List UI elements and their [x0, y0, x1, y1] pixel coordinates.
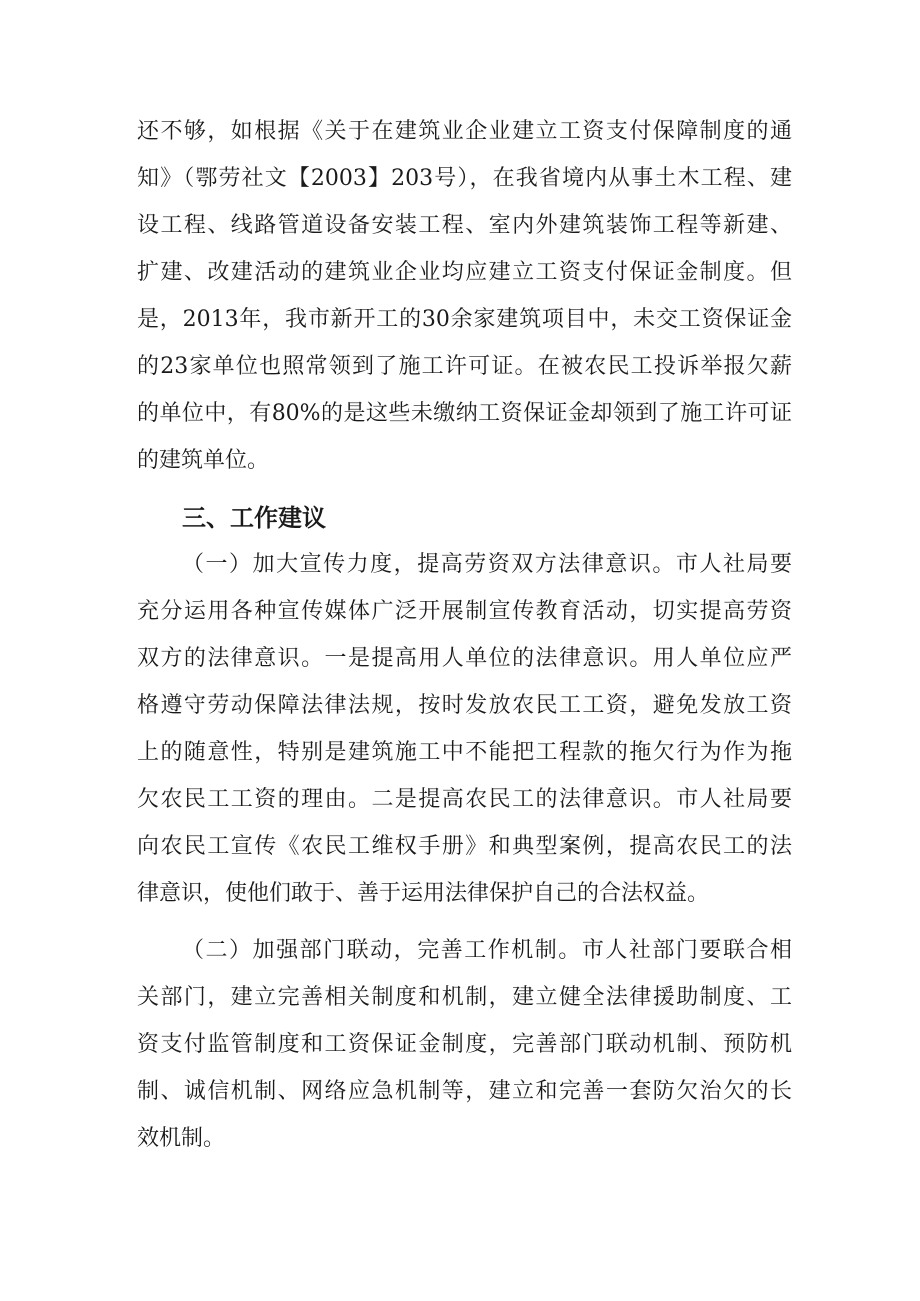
paragraph-1-line-2: 知》（鄂劳社文【2003】203号），在我省境内从事土木工程、建: [137, 166, 792, 191]
paragraph-1-line-3: 设工程、线路管道设备安装工程、室内外建筑装饰工程等新建、: [137, 213, 792, 238]
paragraph-3-line-2: 关部门，建立完善相关制度和机制，建立健全法律援助制度、工: [137, 985, 792, 1010]
paragraph-2-line-5: 上的随意性，特别是建筑施工中不能把工程款的拖欠行为作为拖: [137, 740, 792, 765]
paragraph-1-line-8: 的建筑单位。: [137, 448, 270, 473]
paragraph-1-line-1: 还不够，如根据《关于在建筑业企业建立工资支付保障制度的通: [137, 119, 792, 144]
paragraph-1-line-4: 扩建、改建活动的建筑业企业均应建立工资支付保证金制度。但: [137, 260, 792, 285]
paragraph-2-line-1: （一）加大宣传力度，提高劳资双方法律意识。市人社局要: [182, 552, 792, 577]
section-heading: 三、工作建议: [182, 504, 326, 532]
paragraph-3-line-3: 资支付监管制度和工资保证金制度，完善部门联动机制、预防机: [137, 1032, 792, 1057]
paragraph-2-line-7: 向农民工宣传《农民工维权手册》和典型案例，提高农民工的法: [137, 834, 792, 859]
paragraph-3-line-4: 制、诚信机制、网络应急机制等，建立和完善一套防欠治欠的长: [137, 1079, 792, 1104]
paragraph-1-line-6: 的23家单位也照常领到了施工许可证。在被农民工投诉举报欠薪: [137, 354, 792, 379]
paragraph-2-line-4: 格遵守劳动保障法律法规，按时发放农民工工资，避免发放工资: [137, 693, 792, 718]
paragraph-1-line-5: 是，2013年，我市新开工的30余家建筑项目中，未交工资保证金: [137, 307, 792, 332]
paragraph-3-line-5: 效机制。: [137, 1126, 226, 1151]
paragraph-3-line-1: （二）加强部门联动，完善工作机制。市人社部门要联合相: [182, 938, 792, 963]
paragraph-2-line-2: 充分运用各种宣传媒体广泛开展制宣传教育活动，切实提高劳资: [137, 599, 792, 624]
paragraph-2-line-8: 律意识，使他们敢于、善于运用法律保护自己的合法权益。: [137, 881, 710, 906]
paragraph-1-line-7: 的单位中，有80%的是这些未缴纳工资保证金却领到了施工许可证: [137, 401, 792, 426]
paragraph-2-line-6: 欠农民工工资的理由。二是提高农民工的法律意识。市人社局要: [137, 787, 792, 812]
paragraph-2-line-3: 双方的法律意识。一是提高用人单位的法律意识。用人单位应严: [137, 646, 792, 671]
